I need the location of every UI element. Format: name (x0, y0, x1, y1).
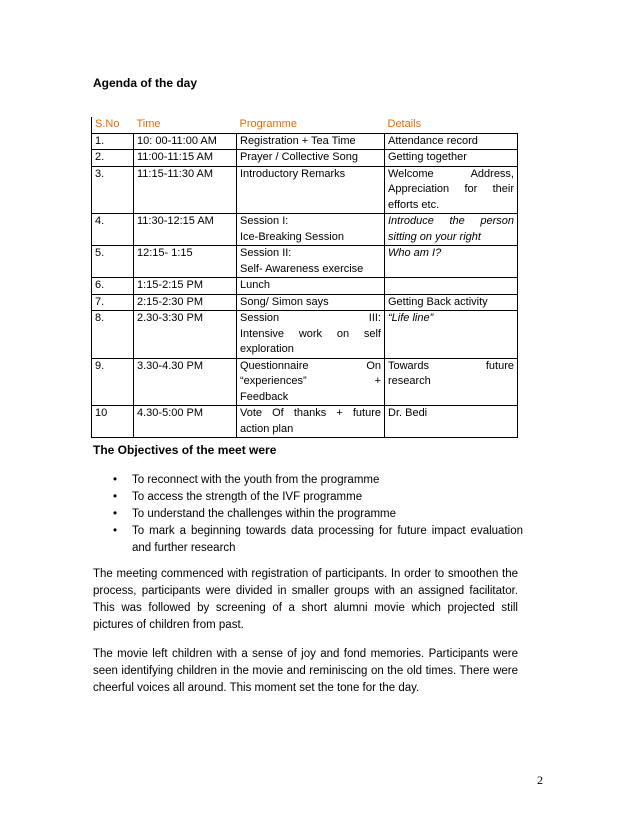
list-item (113, 489, 523, 506)
cell-details (385, 246, 518, 278)
cell-details (385, 406, 518, 438)
table-row (92, 166, 518, 214)
cell-sno: 9. (92, 358, 134, 406)
objective-text: To understand the challenges within the programme (132, 508, 397, 520)
cell-details (385, 278, 518, 295)
cell-programme (237, 358, 385, 406)
cell-time: 11:15-11:30 AM (134, 166, 237, 214)
list-item (113, 523, 523, 557)
cell-time: 2.30-3:30 PM (134, 311, 237, 359)
cell-line: efforts etc. (388, 198, 440, 211)
objective-text: To access the strength of the IVF programme (132, 491, 363, 503)
cell-time: 10: 00-11:00 AM (134, 133, 237, 150)
bullet-icon: • (113, 525, 118, 537)
cell-sno: 1. (92, 133, 134, 150)
cell-time: 11:00-11:15 AM (134, 150, 237, 167)
bullet-icon: • (113, 491, 118, 503)
cell-programme (237, 278, 385, 295)
cell-time: 2:15-2:30 PM (134, 294, 237, 311)
cell-line: Dr. Bedi (388, 407, 428, 419)
table-row (92, 246, 518, 278)
table-row (92, 358, 518, 406)
paragraph: The movie left children with a sense of joy and fond memories. Participants were seen identifying children in the movie and reminiscing on the old times. There were cheerful voices all around. This moment set the tone for the day. (93, 648, 518, 694)
cell-line: Vote Of thanks + future (240, 407, 381, 419)
cell-line: Welcome Address, (388, 167, 514, 180)
cell-line: Session I: (240, 215, 289, 227)
table-row (92, 294, 518, 311)
cell-programme (237, 406, 385, 438)
table-row (92, 406, 518, 438)
cell-line: Intensive work on self (240, 327, 381, 340)
cell-sno: 3. (92, 166, 134, 214)
header-details: Details (385, 117, 518, 133)
objective-text: To reconnect with the youth from the programme (132, 474, 380, 486)
list-item (113, 472, 523, 489)
header-time: Time (134, 117, 237, 133)
page-number: 2 (537, 773, 543, 787)
cell-programme (237, 133, 385, 150)
cell-line: Feedback (240, 390, 289, 403)
cell-line: Self- Awareness exercise (240, 262, 364, 275)
cell-line: Towards future (388, 359, 514, 372)
cell-programme (237, 246, 385, 278)
cell-sno: 8. (92, 311, 134, 359)
cell-line: Introductory Remarks (240, 167, 346, 180)
cell-line: Getting together (388, 151, 467, 163)
table-row (92, 133, 518, 150)
cell-line: exploration (240, 343, 294, 355)
cell-details (385, 214, 518, 246)
cell-time: 12:15- 1:15 (134, 246, 237, 278)
cell-time: 1:15-2:15 PM (134, 278, 237, 295)
cell-details (385, 133, 518, 150)
cell-details (385, 150, 518, 167)
cell-line: Session III: (240, 312, 381, 324)
table-row (92, 214, 518, 246)
cell-line: sitting on your right (388, 230, 481, 243)
cell-sno: 10 (92, 406, 134, 438)
agenda-title: Agenda of the day (93, 76, 198, 90)
cell-sno: 2. (92, 150, 134, 167)
list-item (113, 506, 523, 523)
cell-line: Song/ Simon says (240, 295, 329, 308)
cell-line: Session II: (240, 247, 292, 259)
cell-sno: 6. (92, 278, 134, 295)
agenda-header-row (92, 117, 518, 133)
cell-sno: 7. (92, 294, 134, 311)
cell-time: 3.30-4.30 PM (134, 358, 237, 406)
objectives-list (113, 472, 523, 557)
agenda-table (91, 117, 518, 438)
cell-line: “experiences” + (240, 375, 381, 387)
cell-details (385, 358, 518, 406)
bullet-icon: • (113, 508, 118, 520)
cell-line: Lunch (240, 279, 270, 291)
cell-sno: 4. (92, 214, 134, 246)
cell-line: “Life line” (388, 312, 434, 324)
table-row (92, 278, 518, 295)
cell-time: 11:30-12:15 AM (134, 214, 237, 246)
table-row (92, 150, 518, 167)
objectives-title: The Objectives of the meet were (93, 443, 277, 457)
objective-text: To mark a beginning towards data processing for future impact evaluation and further research (132, 525, 523, 554)
cell-details (385, 166, 518, 214)
cell-programme (237, 150, 385, 167)
cell-line: research (388, 375, 431, 387)
cell-programme (237, 294, 385, 311)
cell-line: Ice-Breaking Session (240, 230, 344, 243)
cell-line: Attendance record (388, 134, 478, 147)
cell-line: Questionnaire On (240, 359, 381, 372)
cell-sno: 5. (92, 246, 134, 278)
cell-line (388, 278, 514, 294)
header-sno: S.No (92, 117, 134, 133)
cell-programme (237, 214, 385, 246)
cell-line: Who am I? (388, 247, 442, 259)
bullet-icon: • (113, 474, 118, 486)
header-programme: Programme (237, 117, 385, 133)
paragraph: The meeting commenced with registration of participants. In order to smoothen the process, participants were divided in smaller groups with an assigned facilitator. This was followed by screening of a short alumni movie which projected still pictures of children from past. (93, 568, 518, 631)
cell-details (385, 311, 518, 359)
cell-line: Getting Back activity (388, 295, 488, 308)
cell-time: 4.30-5:00 PM (134, 406, 237, 438)
cell-details (385, 294, 518, 311)
cell-programme (237, 166, 385, 214)
cell-line: Introduce the person (388, 215, 514, 227)
cell-line: action plan (240, 422, 294, 435)
table-row (92, 311, 518, 359)
cell-programme (237, 311, 385, 359)
cell-line: Prayer / Collective Song (240, 151, 358, 163)
cell-line: Appreciation for their (388, 183, 514, 195)
cell-line: Registration + Tea Time (240, 134, 356, 147)
